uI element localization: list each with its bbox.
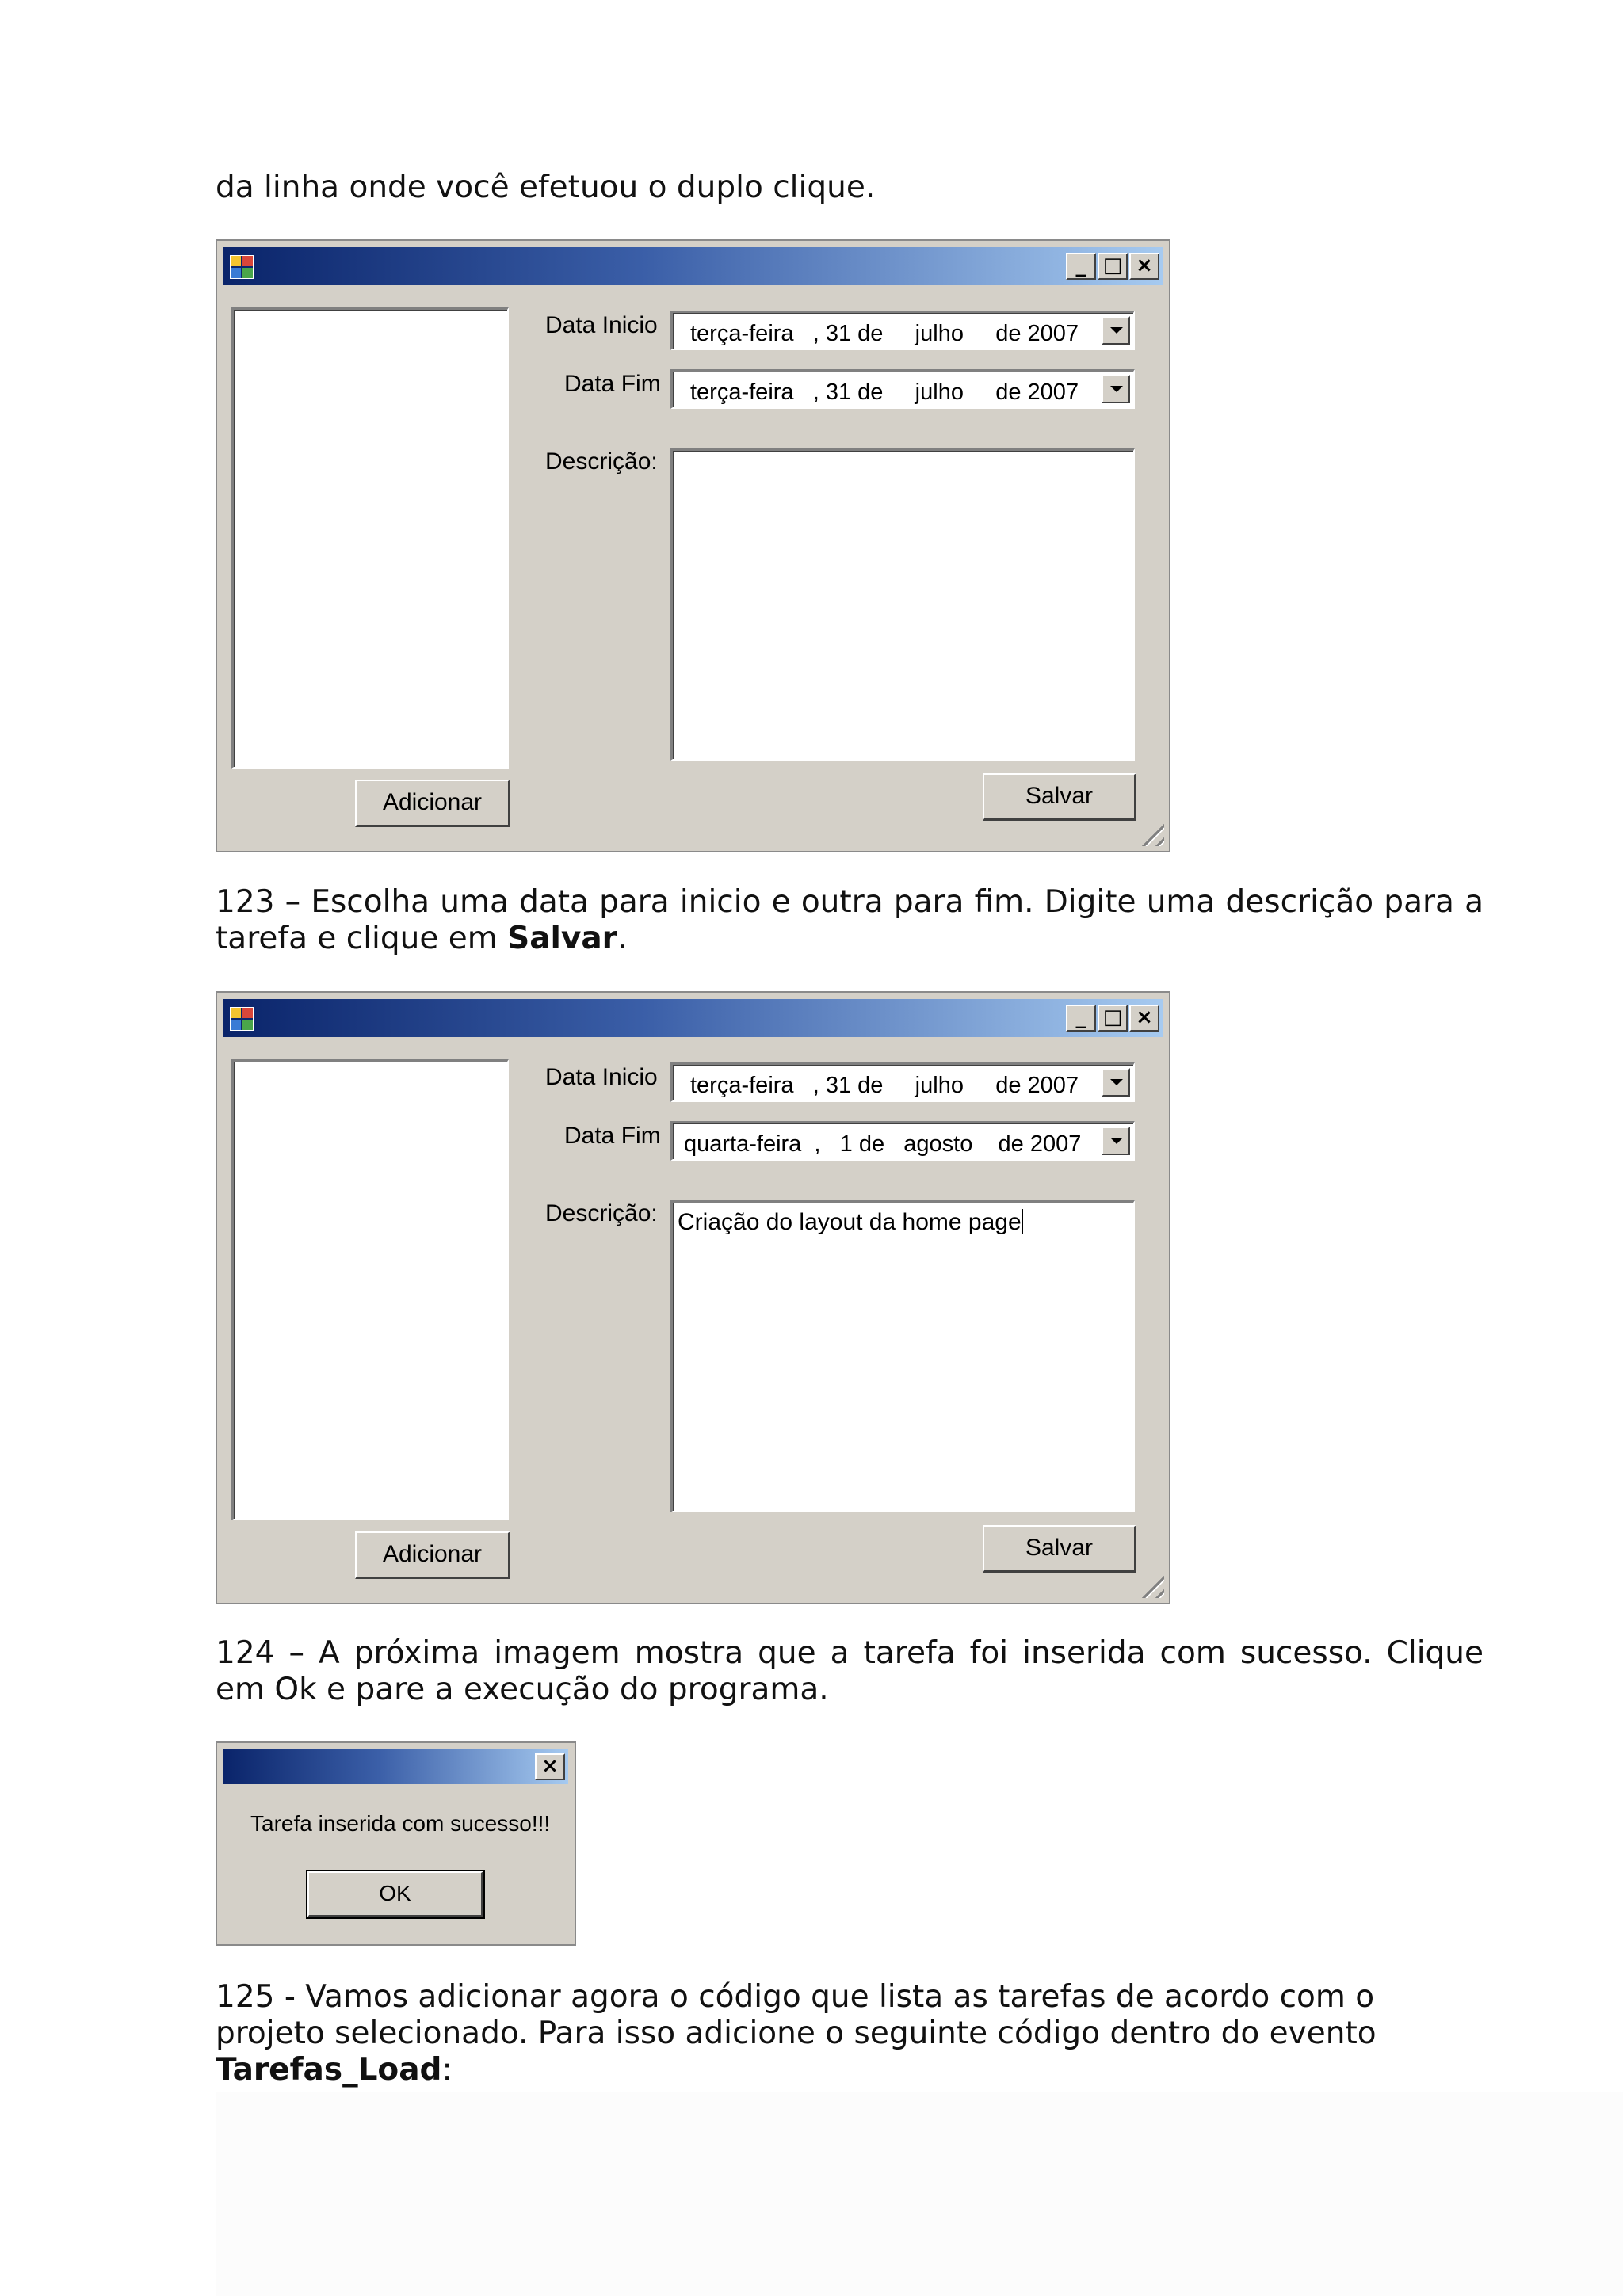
tarefas-listbox[interactable]: [231, 307, 509, 769]
chevron-down-icon[interactable]: [1102, 316, 1130, 345]
description-textbox[interactable]: [670, 448, 1135, 761]
end-date-value: quarta-feira , 1 de agosto de 2007: [684, 1131, 1082, 1157]
page-shade: [216, 2092, 1623, 2296]
step-124-paragraph: 124 – A próxima imagem mostra que a tarefa foi inserida com sucesso. Clique em Ok e pare a execução do programa.: [216, 1635, 1484, 1707]
text-cursor: [1022, 1209, 1023, 1234]
description-label: Descrição:: [545, 448, 658, 475]
end-date-label: Data Fim: [564, 371, 661, 397]
end-date-value: terça-feira , 31 de julho de 2007: [690, 379, 1079, 405]
description-label: Descrição:: [545, 1200, 658, 1226]
message-title-bar[interactable]: [223, 1749, 568, 1784]
close-button[interactable]: ×: [1129, 1005, 1159, 1032]
app-icon: [230, 255, 254, 279]
intro-paragraph: da linha onde você efetuou o duplo clique.: [216, 170, 876, 205]
end-date-label: Data Fim: [564, 1123, 661, 1149]
save-button[interactable]: Salvar: [983, 773, 1136, 821]
start-date-picker[interactable]: [670, 1062, 1135, 1102]
step-123-bold: Salvar: [507, 921, 617, 956]
start-date-value: terça-feira , 31 de julho de 2007: [690, 321, 1079, 346]
description-textbox[interactable]: [670, 1200, 1135, 1512]
message-box: [216, 1741, 576, 1946]
add-button[interactable]: Adicionar: [355, 780, 510, 827]
save-button[interactable]: Salvar: [983, 1525, 1136, 1573]
title-bar[interactable]: [223, 247, 1163, 285]
chevron-down-icon[interactable]: [1102, 1068, 1130, 1097]
add-button[interactable]: Adicionar: [355, 1531, 510, 1579]
minimize-button[interactable]: _: [1066, 1005, 1096, 1032]
tarefas-listbox[interactable]: [231, 1059, 509, 1520]
step-123-text-after: .: [617, 921, 628, 956]
resize-grip-icon[interactable]: [1136, 1569, 1164, 1598]
chevron-down-icon[interactable]: [1102, 375, 1130, 403]
start-date-label: Data Inicio: [545, 1064, 658, 1090]
end-date-picker[interactable]: [670, 1121, 1135, 1161]
step-123-paragraph: [216, 884, 1484, 957]
start-date-label: Data Inicio: [545, 312, 658, 338]
app-icon: [230, 1007, 254, 1031]
message-text: Tarefa inserida com sucesso!!!: [250, 1811, 551, 1836]
step-125-text: 125 - Vamos adicionar agora o código que lista as tarefas de acordo com o projeto selecionado. Para isso adicione o seguinte código dentro do evento: [216, 1979, 1377, 2051]
maximize-button[interactable]: □: [1098, 253, 1128, 280]
tarefas-form-filled: [216, 991, 1170, 1604]
description-value: Criação do layout da home page: [678, 1209, 1022, 1235]
title-bar[interactable]: [223, 999, 1163, 1037]
minimize-button[interactable]: _: [1066, 253, 1096, 280]
start-date-picker[interactable]: [670, 311, 1135, 350]
chevron-down-icon[interactable]: [1102, 1127, 1130, 1155]
description-text: [678, 1209, 1023, 1236]
step-123-text: 123 – Escolha uma data para inicio e outra para fim. Digite uma descrição para a tarefa e clique em: [216, 884, 1484, 956]
step-125-text-after: :: [441, 2052, 453, 2088]
end-date-picker[interactable]: [670, 369, 1135, 409]
start-date-value: terça-feira , 31 de julho de 2007: [690, 1073, 1079, 1098]
resize-grip-icon[interactable]: [1136, 818, 1164, 846]
ok-button[interactable]: OK: [307, 1871, 483, 1917]
step-125-paragraph: [216, 1979, 1484, 2088]
close-button[interactable]: ×: [1129, 253, 1159, 280]
tarefas-form-empty: [216, 239, 1170, 852]
maximize-button[interactable]: □: [1098, 1005, 1128, 1032]
close-button[interactable]: ×: [535, 1753, 565, 1780]
step-125-bold: Tarefas_Load: [216, 2052, 442, 2088]
